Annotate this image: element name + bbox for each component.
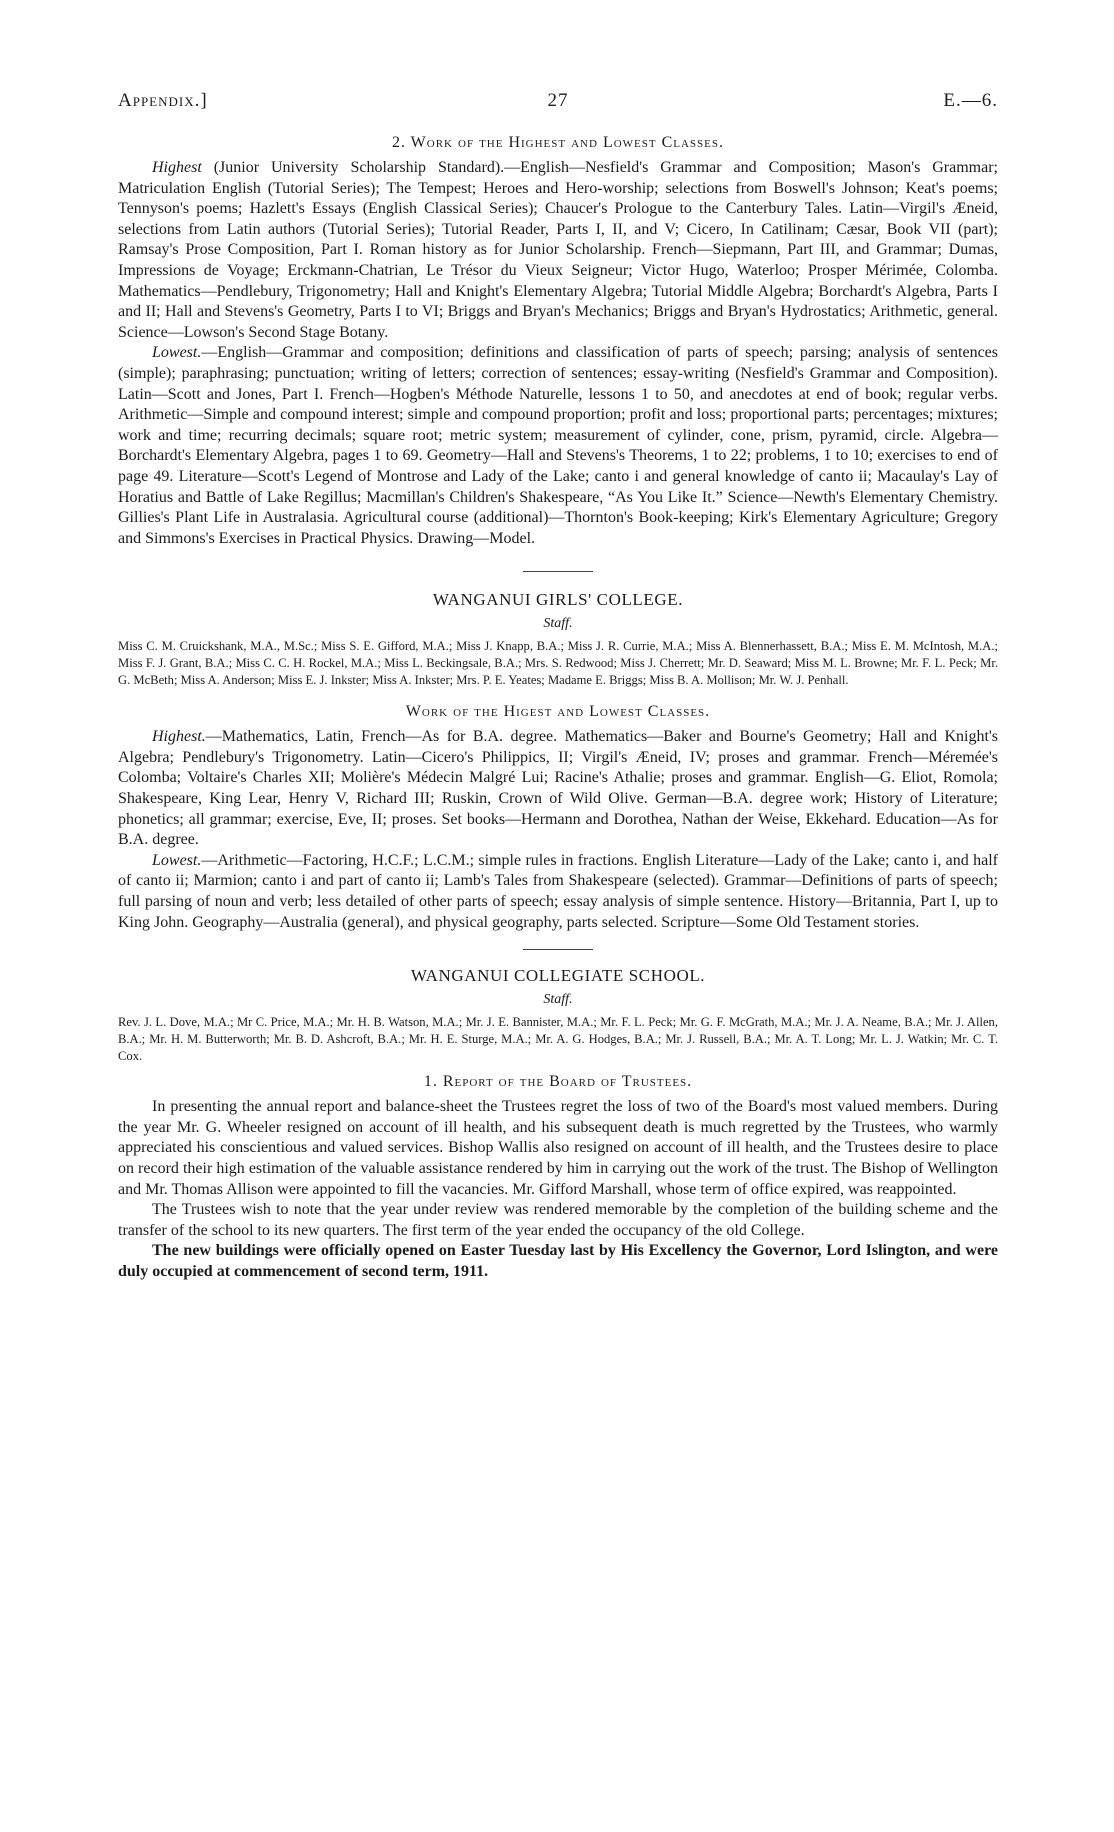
page-number: 27 bbox=[547, 90, 569, 111]
running-header bbox=[118, 90, 998, 124]
highest-classes-paragraph bbox=[118, 158, 998, 343]
lowest-classes-paragraph bbox=[118, 343, 998, 549]
girls-lowest-paragraph bbox=[118, 851, 998, 933]
highest-text: (Junior University Scholarship Standard).—English—Nesfield's Grammar and Composition; Mason's Grammar; Matriculation English (Tutorial Series); The Tempest; Heroes and Hero-worship; selections from Boswell's Johnson; Keat's poems; Tennyson's poems; Hazlett's Essays (English Classical Series); Chaucer's Prologue to the Canterbury Tales. Latin—Virgil's Æneid, selections from Latin authors (Tutorial Series); Tutorial Reader, Parts I, II, and V; Cicero, In Catilinam; Cæsar, Book VII (part); Ramsay's Prose Composition, Part I. Roman history as for Junior Scholarship. French—Siepmann, Part III, and Grammar; Dumas, Impressions de Voyage; Erckmann-Chatrian, Le Trésor du Vieux Seigneur; Victor Hugo, Waterloo; Prosper Mérimée, Colomba. Mathematics—Pendlebury, Trigonometry; Hall and Knight's Elementary Algebra; Tutorial Middle Algebra; Borchardt's Algebra, Parts I and II; Hall and Stevens's Geometry, Parts I to VI; Briggs and Bryan's Mechanics; Briggs and Bryan's Hydrostatics; Arithmetic, general. Science—Lowson's Second Stage Botany. bbox=[118, 159, 998, 341]
collegiate-staff-heading: Staff. bbox=[543, 992, 573, 1008]
girls-lowest-text: —Arithmetic—Factoring, H.C.F.; L.C.M.; simple rules in fractions. English Literature—Lady of the Lake; canto i, and half of canto ii; Marmion; canto i and part of canto ii; Lamb's Tales from Shakespeare (selected). Grammar—Definitions of parts of speech; full parsing of noun and verb; less detailed of other parts of speech; essay analysis of simple sentence. History—Britannia, Part I, up to King John. Geography—Australia (general), and physical geography, parts selected. Scripture—Some Old Testament stories. bbox=[118, 851, 998, 931]
lowest-text: —English—Grammar and composition; definitions and classification of parts of speech; parsing; analysis of sentences (simple); paraphrasing; punctuation; writing of letters; correction of sentences; essay-writing (Nesfield's Grammar and Composition). Latin—Scott and Jones, Part I. French—Hogben's Méthode Naturelle, lessons 1 to 50, and anecdotes at end of book; regular verbs. Arithmetic—Simple and compound interest; simple and compound proportion; profit and loss; proportional parts; percentages; mixtures; work and time; recurring decimals; square root; metric system; measurement of cylinder, cone, prism, pyramid, circle. Algebra—Borchardt's Elementary Algebra, pages 1 to 69. Geometry—Hall and Stevens's Theorems, 1 to 22; problems, 1 to 10; exercises to end of page 49. Literature—Scott's Legend of Montrose and Lady of the Lake; canto i and general knowledge of canto ii; Macaulay's Lay of Horatius and Battle of Lake Regillus; Macmillan's Children's Shakespeare, “As You Like It.” Science—Newth's Elementary Chemistry. Gillies's Plant Life in Australasia. Agricultural course (additional)—Thornton's Book-keeping; Kirk's Elementary Agriculture; Gregory and Simmons's Exercises in Practical Physics. Drawing—Model. bbox=[118, 344, 998, 547]
header-appendix: Appendix.] bbox=[118, 90, 208, 111]
document-page bbox=[118, 90, 998, 1283]
lowest-lead: Lowest. bbox=[152, 344, 202, 362]
highest-lead: Highest bbox=[152, 159, 202, 176]
collegiate-staff-list: Rev. J. L. Dove, M.A.; Mr C. Price, M.A.; Mr. H. B. Watson, M.A.; Mr. J. E. Bannister, M.A.; Mr. F. L. Peck; Mr. G. F. McGrath, M.A.; Mr. J. A. Neame, B.A.; Mr. J. Allen, B.A.; Mr. H. M. Butterworth; Mr. B. D. Ashcroft, B.A.; Mr. H. E. Sturge, M.A.; Mr. A. G. Hodges, B.A.; Mr. J. Russell, B.A.; Mr. A. T. Long; Mr. L. J. Watkin; Mr. C. T. Cox. bbox=[118, 1015, 998, 1064]
collegiate-school-title: WANGANUI COLLEGIATE SCHOOL. bbox=[410, 966, 706, 986]
girls-staff-list: Miss C. M. Cruickshank, M.A., M.Sc.; Miss S. E. Gifford, M.A.; Miss J. Knapp, B.A.; Miss J. R. Currie, M.A.; Miss A. Blennerhassett, B.A.; Miss E. M. McIntosh, M.A.; Miss F. J. Grant, B.A.; Miss C. C. H. Rockel, M.A.; Miss L. Beckingsale, B.A.; Mrs. S. Redwood; Miss J. Cherrett; Mr. D. Seaward; Miss M. L. Browne; Mr. F. L. Peck; Mr. G. McBeth; Miss A. Anderson; Miss E. J. Inkster; Miss A. Inkster; Mrs. P. E. Yeates; Madame E. Briggs; Miss B. A. Mollison; Mr. W. J. Penhall. bbox=[118, 639, 998, 688]
trustees-report-heading: 1. Report of the Board of Trustees. bbox=[423, 1073, 693, 1091]
report-paragraph-3: The new buildings were officially opened on Easter Tuesday last by His Excellency the Governor, Lord Islington, and were duly occupied at commencement of second term, 1911. bbox=[118, 1242, 998, 1280]
report-paragraph-2: The Trustees wish to note that the year under review was rendered memorable by the completion of the building scheme and the transfer of the school to its new quarters. The first term of the year ended the occupancy of the old College. bbox=[118, 1201, 998, 1239]
girls-college-title: WANGANUI GIRLS' COLLEGE. bbox=[432, 590, 684, 610]
girls-highest-lead: Highest. bbox=[152, 728, 206, 746]
girls-highest-paragraph bbox=[118, 727, 998, 851]
girls-lowest-lead: Lowest. bbox=[152, 851, 202, 869]
girls-staff-heading: Staff. bbox=[543, 616, 573, 632]
girls-highest-text: —Mathematics, Latin, French—As for B.A. degree. Mathematics—Baker and Bourne's Geometry; Hall and Knight's Algebra; Pendlebury's Trigonometry. Latin—Cicero's Philippics, II; Virgil's Æneid, IV; proses and grammar. French—Méremée's Colomba; Voltaire's Charles XII; Molière's Médecin Malgré Lui; Racine's Athalie; proses and grammar. English—G. Eliot, Romola; Shakespeare, King Lear, Henry V, Richard III; Ruskin, Crown of Wild Olive. German—B.A. degree work; History of Literature; phonetics; all grammar; exercise, Eve, II; proses. Set books—Hermann and Dorothea, Nathan der Weise, Ekkehard. Education—As for B.A. degree. bbox=[118, 728, 998, 849]
report-paragraph-1: In presenting the annual report and balance-sheet the Trustees regret the loss of two of the Board's most valued members. During the year Mr. G. Wheeler resigned on account of ill health, and his subsequent death is much regretted by the Trustees, who warmly appreciated his conscientious and valued services. Bishop Wallis also resigned on account of ill health, and the Trustees desire to place on record their high estimation of the valuable assistance rendered by him in carrying out the work of the trust. The Bishop of Wellington and Mr. Thomas Allison were appointed to fill the vacancies. Mr. Gifford Marshall, whose term of office expired, was reappointed. bbox=[118, 1098, 998, 1198]
header-reference: E.—6. bbox=[943, 90, 998, 111]
girls-work-heading: Work of the Higest and Lowest Classes. bbox=[405, 703, 711, 721]
section-heading-work: 2. Work of the Highest and Lowest Classes. bbox=[391, 134, 725, 151]
